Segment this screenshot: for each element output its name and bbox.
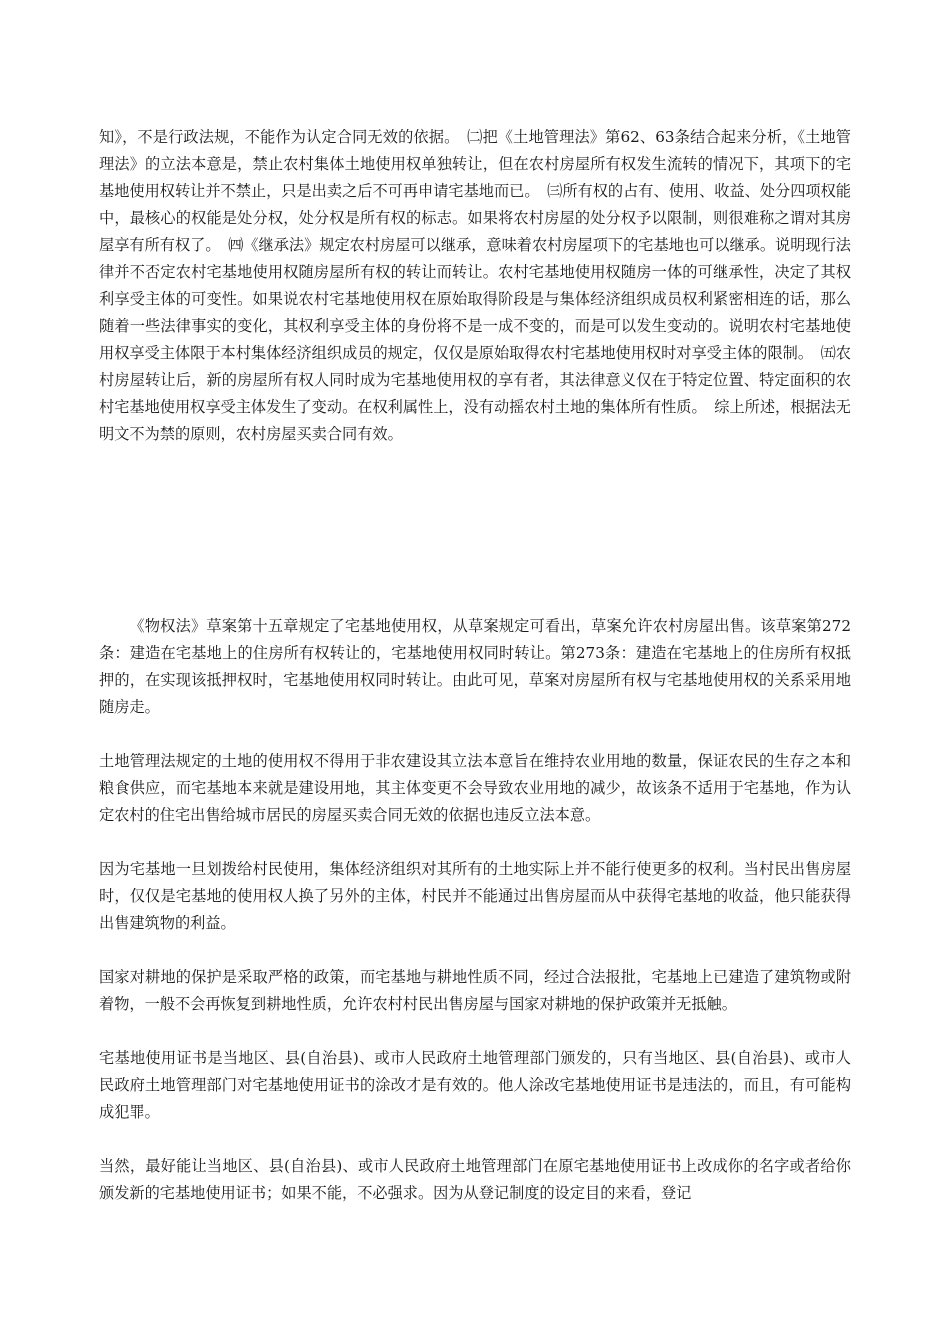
- paragraph-homestead-allocation: 因为宅基地一旦划拨给村民使用，集体经济组织对其所有的土地实际上并不能行使更多的权利。当村民出售房屋时，仅仅是宅基地的使用权人换了另外的主体，村民并不能通过出售房屋而从中获得宅基地的收益，他只能获得出售建筑物的利益。: [99, 860, 851, 932]
- paragraph-certificate-change: 当然，最好能让当地区、县(自治县)、或市人民政府土地管理部门在原宅基地使用证书上改成你的名字或者给你颁发新的宅基地使用证书；如果不能，不必强求。因为从登记制度的设定目的来看，登记: [99, 1157, 851, 1202]
- paragraph-gap: [99, 829, 851, 856]
- document-page: [99, 124, 851, 1207]
- paragraph-gap: [99, 721, 851, 748]
- paragraph-gap: [99, 1126, 851, 1153]
- blank-gap: [99, 448, 851, 613]
- paragraph-gap: [99, 1018, 851, 1045]
- paragraph-certificate-issuance: 宅基地使用证书是当地区、县(自治县)、或市人民政府土地管理部门颁发的，只有当地区、县(自治县)、或市人民政府土地管理部门对宅基地使用证书的涂改才是有效的。他人涂改宅基地使用证书是违法的，而且，有可能构成犯罪。: [99, 1049, 851, 1121]
- paragraph-property-law-draft: 《物权法》草案第十五章规定了宅基地使用权，从草案规定可看出，草案允许农村房屋出售。该草案第272条：建造在宅基地上的住房所有权转让的，宅基地使用权同时转让。第273条：建造在宅基地上的住房所有权抵押的，在实现该抵押权时，宅基地使用权同时转让。由此可见，草案对房屋所有权与宅基地使用权的关系采用地随房走。: [99, 617, 851, 716]
- paragraph-gap: [99, 937, 851, 964]
- paragraph-land-management-law: 土地管理法规定的土地的使用权不得用于非农建设其立法本意旨在维持农业用地的数量，保证农民的生存之本和粮食供应，而宅基地本来就是建设用地，其主体变更不会导致农业用地的减少，故该条不适用于宅基地，作为认定农村的住宅出售给城市居民的房屋买卖合同无效的依据也违反立法本意。: [99, 752, 851, 824]
- paragraph-continuation: 知》，不是行政法规，不能作为认定合同无效的依据。 ㈡把《土地管理法》第62、63条结合起来分析，《土地管理法》的立法本意是，禁止农村集体土地使用权单独转让，但在农村房屋所有权发生流转的情况下，其项下的宅基地使用权转让并不禁止，只是出卖之后不可再申请宅基地而已。 ㈢所有权的占有、使用、收益、处分四项权能中，最核心的权能是处分权，处分权是所有权的标志。如果将农村房屋的处分权予以限制，则很难称之谓对其房屋享有所有权了。 ㈣《继承法》规定农村房屋可以继承，意味着农村房屋项下的宅基地也可以继承。说明现行法律并不否定农村宅基地使用权随房屋所有权的转让而转让。农村宅基地使用权随房一体的可继承性，决定了其权利享受主体的可变性。如果说农村宅基地使用权在原始取得阶段是与集体经济组织成员权利紧密相连的话，那么随着一些法律事实的变化，其权利享受主体的身份将不是一成不变的，而是可以发生变动的。说明农村宅基地使用权享受主体限于本村集体经济组织成员的规定，仅仅是原始取得农村宅基地使用权时对享受主体的限制。 ㈤农村房屋转让后，新的房屋所有权人同时成为宅基地使用权的享有者，其法律意义仅在于特定位置、特定面积的农村宅基地使用权享受主体发生了变动。在权利属性上，没有动摇农村土地的集体所有性质。 综上所述，根据法无明文不为禁的原则，农村房屋买卖合同有效。: [99, 128, 851, 443]
- paragraph-farmland-protection: 国家对耕地的保护是采取严格的政策，而宅基地与耕地性质不同，经过合法报批，宅基地上已建造了建筑物或附着物，一般不会再恢复到耕地性质，允许农村村民出售房屋与国家对耕地的保护政策并无抵触。: [99, 968, 851, 1013]
